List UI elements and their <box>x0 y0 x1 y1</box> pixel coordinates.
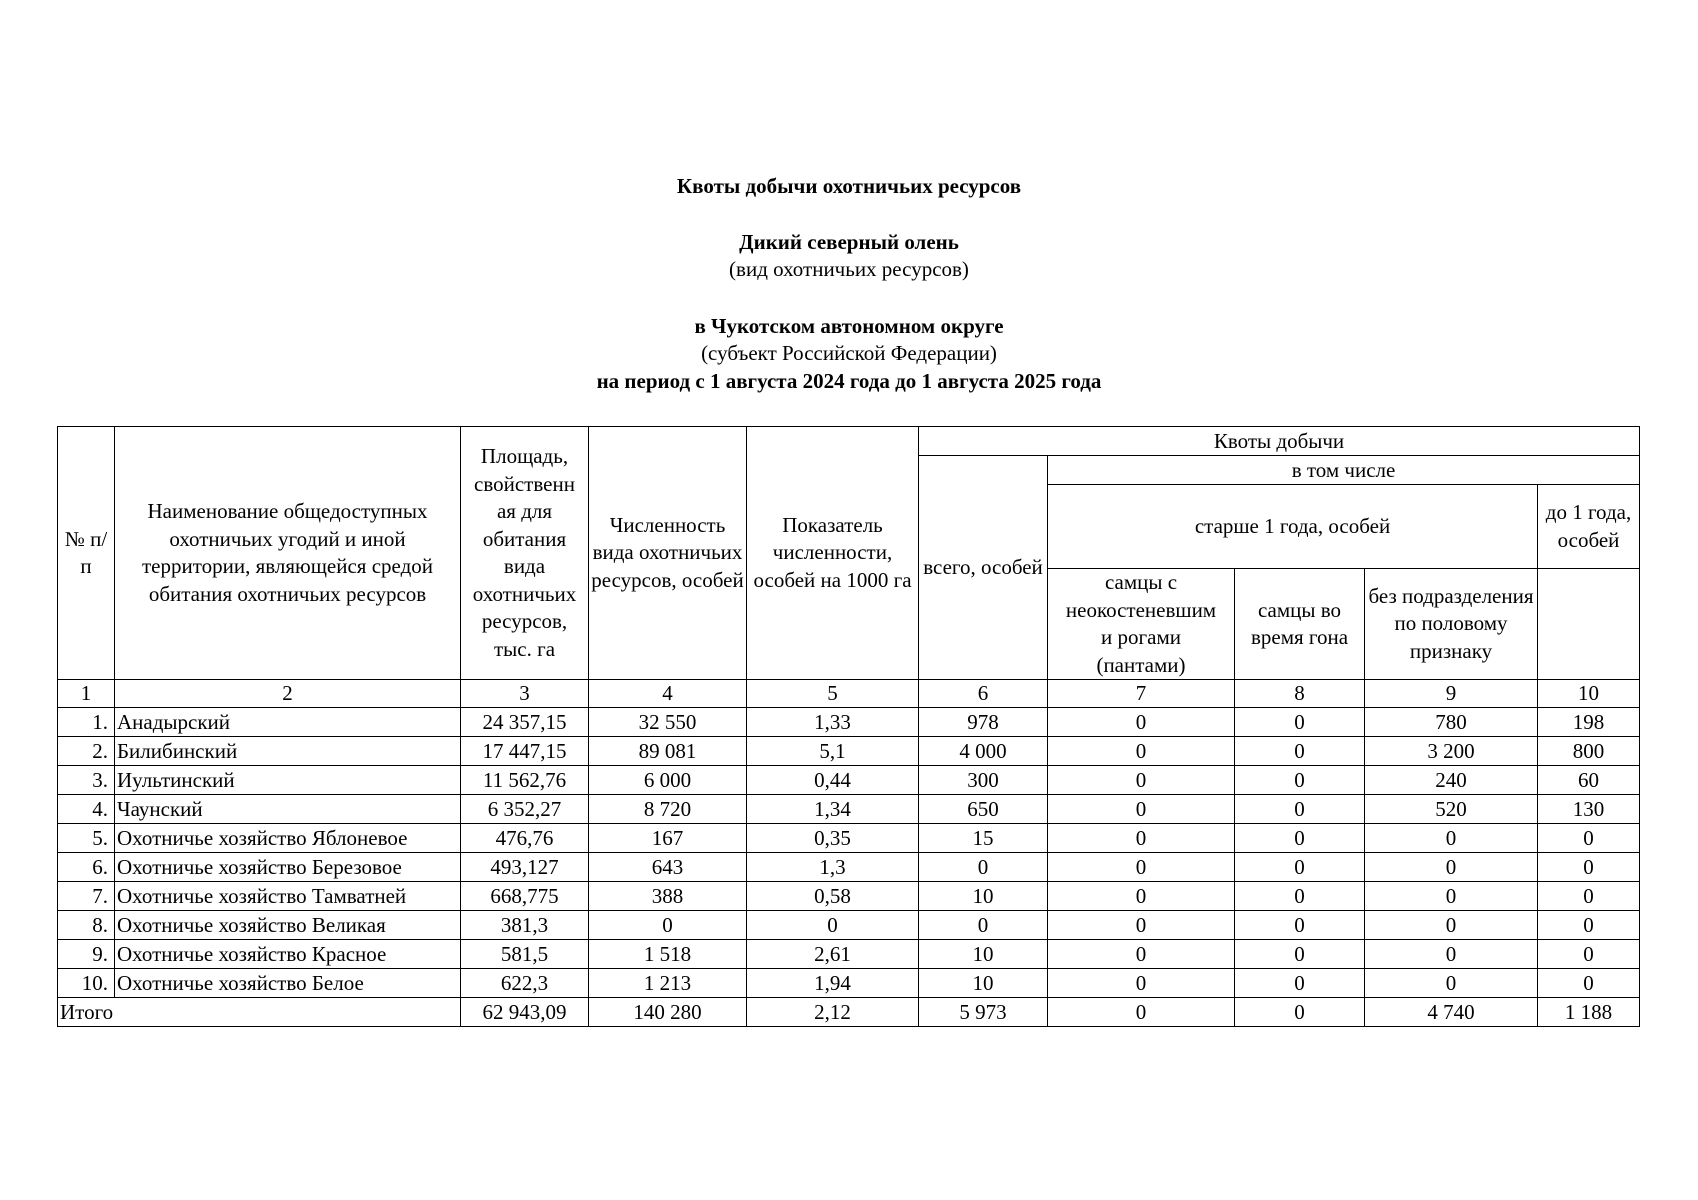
row-males-rut: 0 <box>1235 940 1365 969</box>
header-density: Показатель численности, особей на 1000 га <box>747 427 919 680</box>
column-number: 10 <box>1538 680 1640 708</box>
column-number: 1 <box>58 680 115 708</box>
column-number: 6 <box>919 680 1048 708</box>
document-title: Квоты добычи охотничьих ресурсов <box>676 174 1022 198</box>
row-density: 0,44 <box>747 766 919 795</box>
row-no-sex: 0 <box>1365 824 1538 853</box>
header-no-sex: без подразделения по половому признаку <box>1365 569 1538 680</box>
row-males-rut: 0 <box>1235 969 1365 998</box>
row-younger: 0 <box>1538 940 1640 969</box>
row-males-rut: 0 <box>1235 766 1365 795</box>
row-younger: 130 <box>1538 795 1640 824</box>
table-row <box>58 940 1640 969</box>
total-total: 5 973 <box>919 998 1048 1027</box>
row-density: 0,58 <box>747 882 919 911</box>
row-males-antlers: 0 <box>1048 708 1235 737</box>
row-no-sex: 780 <box>1365 708 1538 737</box>
row-number: 3. <box>58 766 115 795</box>
header-younger-blank <box>1538 569 1640 680</box>
row-name: Охотничье хозяйство Березовое <box>115 853 461 882</box>
region-note: (субъект Российской Федерации) <box>701 341 997 365</box>
row-name: Чаунский <box>115 795 461 824</box>
total-area: 62 943,09 <box>461 998 589 1027</box>
row-no-sex: 520 <box>1365 795 1538 824</box>
row-population: 643 <box>589 853 747 882</box>
row-total: 15 <box>919 824 1048 853</box>
row-males-antlers: 0 <box>1048 795 1235 824</box>
row-population: 1 213 <box>589 969 747 998</box>
row-area: 668,775 <box>461 882 589 911</box>
row-males-antlers: 0 <box>1048 737 1235 766</box>
row-number: 2. <box>58 737 115 766</box>
row-population: 167 <box>589 824 747 853</box>
row-younger: 0 <box>1538 853 1640 882</box>
row-no-sex: 240 <box>1365 766 1538 795</box>
species-note: (вид охотничьих ресурсов) <box>729 257 969 281</box>
row-area: 581,5 <box>461 940 589 969</box>
total-density: 2,12 <box>747 998 919 1027</box>
row-area: 622,3 <box>461 969 589 998</box>
column-number: 3 <box>461 680 589 708</box>
total-males-antlers: 0 <box>1048 998 1235 1027</box>
row-number: 10. <box>58 969 115 998</box>
header-males-rut: самцы во время гона <box>1235 569 1365 680</box>
table-row <box>58 882 1640 911</box>
row-area: 476,76 <box>461 824 589 853</box>
header-row-1 <box>58 427 1640 456</box>
row-name: Охотничье хозяйство Белое <box>115 969 461 998</box>
row-population: 388 <box>589 882 747 911</box>
row-name: Иультинский <box>115 766 461 795</box>
header-num: № п/п <box>58 427 115 680</box>
header-including: в том числе <box>1048 456 1640 485</box>
row-population: 6 000 <box>589 766 747 795</box>
row-area: 6 352,27 <box>461 795 589 824</box>
row-males-rut: 0 <box>1235 853 1365 882</box>
column-numbers-row <box>58 680 1640 708</box>
header-total: всего, особей <box>919 456 1048 680</box>
row-males-antlers: 0 <box>1048 824 1235 853</box>
row-no-sex: 0 <box>1365 911 1538 940</box>
total-label: Итого <box>58 998 461 1027</box>
row-density: 1,33 <box>747 708 919 737</box>
row-males-rut: 0 <box>1235 824 1365 853</box>
row-name: Охотничье хозяйство Великая <box>115 911 461 940</box>
column-number: 8 <box>1235 680 1365 708</box>
column-number: 7 <box>1048 680 1235 708</box>
row-males-rut: 0 <box>1235 795 1365 824</box>
total-males-rut: 0 <box>1235 998 1365 1027</box>
row-name: Анадырский <box>115 708 461 737</box>
period: на период с 1 августа 2024 года до 1 августа 2025 года <box>596 369 1102 393</box>
row-number: 8. <box>58 911 115 940</box>
region-name: в Чукотском автономном округе <box>694 314 1004 338</box>
row-younger: 198 <box>1538 708 1640 737</box>
row-total: 4 000 <box>919 737 1048 766</box>
header-population: Численность вида охотничьих ресурсов, особей <box>589 427 747 680</box>
column-number: 9 <box>1365 680 1538 708</box>
total-population: 140 280 <box>589 998 747 1027</box>
row-total: 10 <box>919 940 1048 969</box>
row-density: 1,94 <box>747 969 919 998</box>
row-no-sex: 0 <box>1365 882 1538 911</box>
table-row <box>58 766 1640 795</box>
row-younger: 60 <box>1538 766 1640 795</box>
column-number: 4 <box>589 680 747 708</box>
row-population: 32 550 <box>589 708 747 737</box>
row-density: 0 <box>747 911 919 940</box>
row-males-antlers: 0 <box>1048 969 1235 998</box>
header-males-antlers: самцы с неокостеневшим и рогами (пантами) <box>1048 569 1235 680</box>
column-number: 5 <box>747 680 919 708</box>
row-density: 5,1 <box>747 737 919 766</box>
row-total: 978 <box>919 708 1048 737</box>
header-quota: Квоты добычи <box>919 427 1640 456</box>
row-density: 1,34 <box>747 795 919 824</box>
row-density: 2,61 <box>747 940 919 969</box>
row-total: 0 <box>919 911 1048 940</box>
species-name: Дикий северный олень <box>739 230 959 254</box>
header-younger: до 1 года, особей <box>1538 485 1640 569</box>
header-area: Площадь, свойственн ая для обитания вида охотничьих ресурсов, тыс. га <box>461 427 589 680</box>
header-older: старше 1 года, особей <box>1048 485 1538 569</box>
row-density: 0,35 <box>747 824 919 853</box>
table-row <box>58 824 1640 853</box>
table-row <box>58 969 1640 998</box>
total-no-sex: 4 740 <box>1365 998 1538 1027</box>
row-males-antlers: 0 <box>1048 766 1235 795</box>
row-males-rut: 0 <box>1235 911 1365 940</box>
row-younger: 0 <box>1538 969 1640 998</box>
total-younger: 1 188 <box>1538 998 1640 1027</box>
row-area: 11 562,76 <box>461 766 589 795</box>
row-number: 4. <box>58 795 115 824</box>
table-row <box>58 737 1640 766</box>
row-males-antlers: 0 <box>1048 853 1235 882</box>
row-total: 300 <box>919 766 1048 795</box>
row-younger: 0 <box>1538 824 1640 853</box>
row-area: 493,127 <box>461 853 589 882</box>
row-no-sex: 0 <box>1365 940 1538 969</box>
row-population: 89 081 <box>589 737 747 766</box>
row-males-rut: 0 <box>1235 708 1365 737</box>
row-area: 24 357,15 <box>461 708 589 737</box>
row-population: 1 518 <box>589 940 747 969</box>
row-total: 10 <box>919 969 1048 998</box>
quota-table <box>57 426 1640 1027</box>
row-number: 5. <box>58 824 115 853</box>
row-population: 8 720 <box>589 795 747 824</box>
row-number: 7. <box>58 882 115 911</box>
row-younger: 0 <box>1538 911 1640 940</box>
table-row <box>58 853 1640 882</box>
row-males-antlers: 0 <box>1048 911 1235 940</box>
row-males-rut: 0 <box>1235 737 1365 766</box>
row-area: 381,3 <box>461 911 589 940</box>
row-males-antlers: 0 <box>1048 940 1235 969</box>
row-total: 0 <box>919 853 1048 882</box>
row-younger: 0 <box>1538 882 1640 911</box>
row-name: Охотничье хозяйство Тамватней <box>115 882 461 911</box>
table-row <box>58 708 1640 737</box>
row-name: Охотничье хозяйство Яблоневое <box>115 824 461 853</box>
table-row <box>58 795 1640 824</box>
total-row <box>58 998 1640 1027</box>
row-number: 6. <box>58 853 115 882</box>
row-name: Охотничье хозяйство Красное <box>115 940 461 969</box>
row-number: 9. <box>58 940 115 969</box>
row-no-sex: 0 <box>1365 969 1538 998</box>
row-no-sex: 0 <box>1365 853 1538 882</box>
row-males-rut: 0 <box>1235 882 1365 911</box>
row-younger: 800 <box>1538 737 1640 766</box>
column-number: 2 <box>115 680 461 708</box>
row-name: Билибинский <box>115 737 461 766</box>
row-males-antlers: 0 <box>1048 882 1235 911</box>
row-population: 0 <box>589 911 747 940</box>
row-density: 1,3 <box>747 853 919 882</box>
row-total: 10 <box>919 882 1048 911</box>
row-no-sex: 3 200 <box>1365 737 1538 766</box>
table-row <box>58 911 1640 940</box>
row-number: 1. <box>58 708 115 737</box>
header-name: Наименование общедоступных охотничьих угодий и иной территории, являющейся средой обитания охотничьих ресурсов <box>115 427 461 680</box>
row-area: 17 447,15 <box>461 737 589 766</box>
row-total: 650 <box>919 795 1048 824</box>
